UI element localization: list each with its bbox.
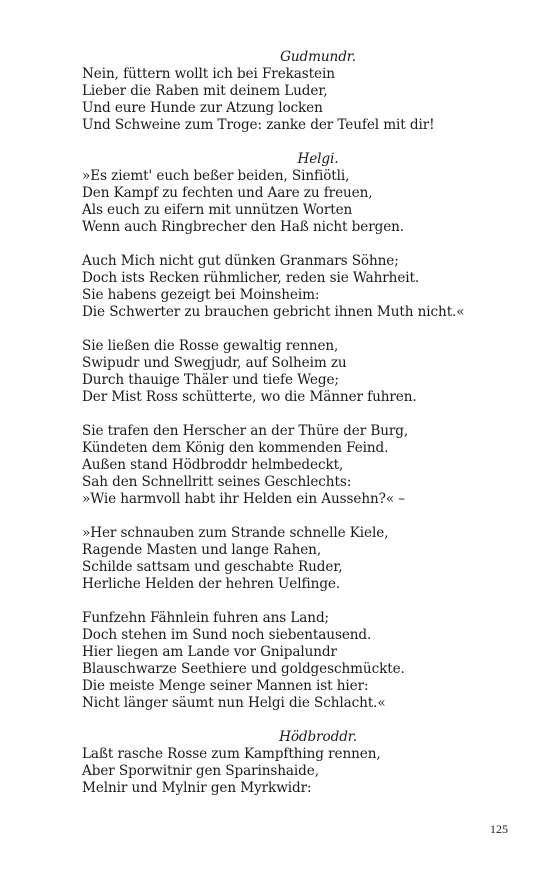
verse-line: Blauschwarze Seethiere und goldgeschmückte. xyxy=(82,661,405,677)
verse-line: Sah den Schnellritt seines Geschlechts: xyxy=(82,474,352,490)
verse-line: Außen stand Hödbroddr helmbedeckt, xyxy=(82,457,344,473)
verse-line: Der Mist Ross schütterte, wo die Männer fuhren. xyxy=(82,389,417,405)
verse-line: Sie habens gezeigt bei Moinsheim: xyxy=(82,287,320,303)
verse-line: Herliche Helden der hehren Uelfinge. xyxy=(82,576,341,592)
verse-line: Swipudr und Swegjudr, auf Solheim zu xyxy=(82,355,347,371)
verse-line: Funfzehn Fähnlein fuhren ans Land; xyxy=(82,610,330,626)
verse-line: Als euch zu eifern mit unnützen Worten xyxy=(82,202,353,218)
verse-line: Melnir und Mylnir gen Myrkwidr: xyxy=(82,780,312,796)
verse-line: Ragende Masten und lange Rahen, xyxy=(82,542,322,558)
verse-line: »Es ziemt' euch beßer beiden, Sinfiötli, xyxy=(82,168,350,184)
verse-line: Doch stehen im Sund noch siebentausend. xyxy=(82,627,372,643)
verse-line: Nicht länger säumt nun Helgi die Schlacht.« xyxy=(82,695,386,711)
speaker-heading: Gudmundr. xyxy=(280,49,356,65)
verse-line: Aber Sporwitnir gen Sparinshaide, xyxy=(82,763,319,779)
verse-line: Hier liegen am Lande vor Gnipalundr xyxy=(82,644,337,660)
verse-line: Und eure Hunde zur Atzung locken xyxy=(82,100,323,116)
stanza-gap xyxy=(82,508,502,525)
verse-line: Schilde sattsam und geschabte Ruder, xyxy=(82,559,343,575)
verse-line: Sie ließen die Rosse gewaltig rennen, xyxy=(82,338,339,354)
verse-line: »Her schnauben zum Strande schnelle Kiele, xyxy=(82,525,389,541)
verse-line: Die Schwerter zu brauchen gebricht ihnen Muth nicht.« xyxy=(82,304,465,320)
poem-text xyxy=(82,49,502,797)
verse-line: Doch ists Recken rühmlicher, reden sie Wahrheit. xyxy=(82,270,420,286)
speaker-heading: Hödbroddr. xyxy=(279,729,357,745)
verse-line: Den Kampf zu fechten und Aare zu freuen, xyxy=(82,185,373,201)
verse-line: Lieber die Raben mit deinem Luder, xyxy=(82,83,328,99)
verse-line: Auch Mich nicht gut dünken Granmars Söhne; xyxy=(82,253,399,269)
verse-line: Die meiste Menge seiner Mannen ist hier: xyxy=(82,678,369,694)
verse-line: Nein, füttern wollt ich bei Frekastein xyxy=(82,66,335,82)
stanza-gap xyxy=(82,712,502,729)
verse-line: Und Schweine zum Troge: zanke der Teufel mit dir! xyxy=(82,117,435,133)
stanza-gap xyxy=(82,236,502,253)
verse-line: »Wie harmvoll habt ihr Helden ein Aussehn?« – xyxy=(82,491,405,507)
verse-line: Laßt rasche Rosse zum Kampfthing rennen, xyxy=(82,746,381,762)
stanza-gap xyxy=(82,406,502,423)
stanza-gap xyxy=(82,593,502,610)
verse-line: Wenn auch Ringbrecher den Haß nicht bergen. xyxy=(82,219,405,235)
verse-line: Sie trafen den Herscher an der Thüre der Burg, xyxy=(82,423,409,439)
stanza-gap xyxy=(82,134,502,151)
stanza-gap xyxy=(82,321,502,338)
speaker-heading: Helgi. xyxy=(297,151,339,167)
page-number: 125 xyxy=(490,822,508,836)
verse-line: Durch thauige Thäler und tiefe Wege; xyxy=(82,372,339,388)
verse-line: Kündeten dem König den kommenden Feind. xyxy=(82,440,389,456)
